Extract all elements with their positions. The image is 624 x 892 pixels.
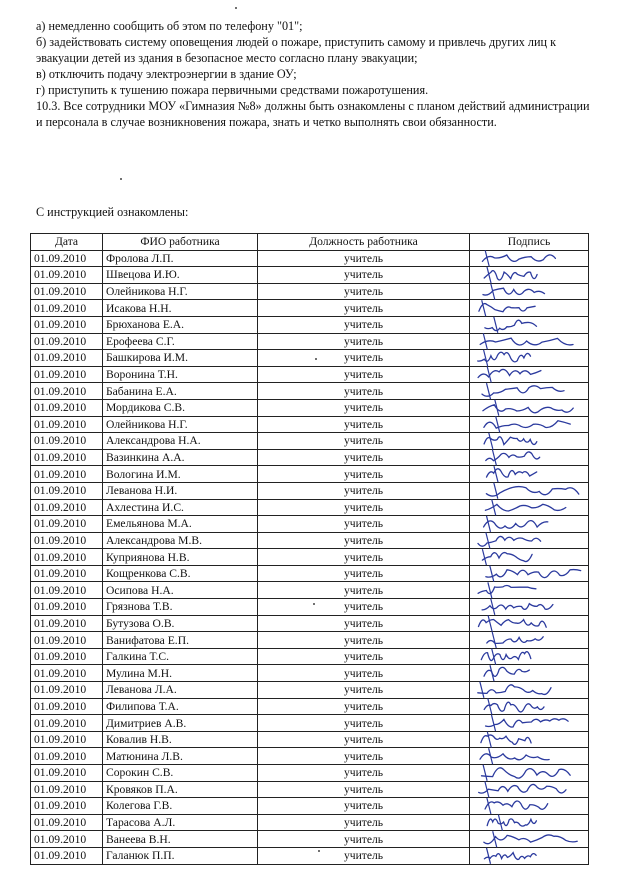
cell-signature: [470, 682, 589, 699]
cell-name: Тарасова А.Л.: [103, 814, 258, 831]
cell-signature: [470, 466, 589, 483]
cell-position: учитель: [258, 698, 470, 715]
cell-signature: [470, 632, 589, 649]
cell-position: учитель: [258, 765, 470, 782]
table-row: [31, 847, 589, 864]
acknowledgment-title: С инструкцией ознакомлены:: [36, 205, 189, 219]
table-row: [31, 333, 589, 350]
table-row: [31, 632, 589, 649]
cell-date: 01.09.2010: [31, 765, 103, 782]
cell-signature: [470, 599, 589, 616]
cell-position: учитель: [258, 366, 470, 383]
cell-signature: [470, 416, 589, 433]
instruction-item-a: а) немедленно сообщить об этом по телефону "01";: [36, 19, 303, 33]
cell-position: учитель: [258, 814, 470, 831]
cell-date: 01.09.2010: [31, 565, 103, 582]
cell-date: 01.09.2010: [31, 300, 103, 317]
cell-position: учитель: [258, 416, 470, 433]
cell-position: учитель: [258, 847, 470, 864]
cell-date: 01.09.2010: [31, 399, 103, 416]
cell-name: Галкина Т.С.: [103, 648, 258, 665]
cell-name: Грязнова Т.В.: [103, 599, 258, 616]
cell-date: 01.09.2010: [31, 316, 103, 333]
cell-position: учитель: [258, 648, 470, 665]
cell-position: учитель: [258, 682, 470, 699]
cell-date: 01.09.2010: [31, 847, 103, 864]
cell-signature: [470, 250, 589, 267]
cell-date: 01.09.2010: [31, 532, 103, 549]
cell-position: учитель: [258, 466, 470, 483]
cell-position: учитель: [258, 798, 470, 815]
cell-signature: [470, 814, 589, 831]
cell-signature: [470, 300, 589, 317]
cell-position: учитель: [258, 250, 470, 267]
cell-date: 01.09.2010: [31, 366, 103, 383]
cell-date: 01.09.2010: [31, 698, 103, 715]
cell-name: Ванеева В.Н.: [103, 831, 258, 848]
cell-date: 01.09.2010: [31, 516, 103, 533]
table-row: [31, 831, 589, 848]
cell-position: учитель: [258, 433, 470, 450]
cell-date: 01.09.2010: [31, 665, 103, 682]
cell-position: учитель: [258, 715, 470, 732]
cell-signature: [470, 449, 589, 466]
cell-date: 01.09.2010: [31, 433, 103, 450]
cell-date: 01.09.2010: [31, 383, 103, 400]
cell-date: 01.09.2010: [31, 831, 103, 848]
cell-signature: [470, 316, 589, 333]
cell-name: Бутузова О.В.: [103, 615, 258, 632]
cell-position: учитель: [258, 449, 470, 466]
table-row: [31, 300, 589, 317]
cell-position: учитель: [258, 549, 470, 566]
cell-date: 01.09.2010: [31, 748, 103, 765]
cell-position: учитель: [258, 267, 470, 284]
table-row: [31, 499, 589, 516]
cell-signature: [470, 765, 589, 782]
table-header-row: [31, 234, 589, 251]
cell-signature: [470, 549, 589, 566]
cell-signature: [470, 565, 589, 582]
table-row: [31, 316, 589, 333]
instruction-item-c: в) отключить подачу электроэнергии в здание ОУ;: [36, 67, 297, 81]
cell-date: 01.09.2010: [31, 499, 103, 516]
cell-name: Швецова И.Ю.: [103, 267, 258, 284]
cell-signature: [470, 798, 589, 815]
cell-signature: [470, 283, 589, 300]
cell-position: учитель: [258, 532, 470, 549]
cell-date: 01.09.2010: [31, 798, 103, 815]
cell-signature: [470, 267, 589, 284]
cell-signature: [470, 333, 589, 350]
instruction-item-b: б) задействовать систему оповещения людей о пожаре, приступить самому и привлечь других лиц к эвакуации детей из здания в безопасное место согласно плану эвакуации;: [36, 35, 557, 65]
cell-date: 01.09.2010: [31, 482, 103, 499]
cell-date: 01.09.2010: [31, 582, 103, 599]
table-row: [31, 366, 589, 383]
cell-signature: [470, 847, 589, 864]
cell-date: 01.09.2010: [31, 814, 103, 831]
table-row: [31, 748, 589, 765]
cell-name: Куприянова Н.В.: [103, 549, 258, 566]
table-row: [31, 814, 589, 831]
cell-signature: [470, 499, 589, 516]
cell-signature: [470, 731, 589, 748]
cell-date: 01.09.2010: [31, 615, 103, 632]
cell-name: Башкирова И.М.: [103, 350, 258, 367]
cell-position: учитель: [258, 731, 470, 748]
cell-name: Ахлестина И.С.: [103, 499, 258, 516]
cell-name: Ванифатова Е.П.: [103, 632, 258, 649]
cell-position: учитель: [258, 748, 470, 765]
table-row: [31, 798, 589, 815]
cell-position: учитель: [258, 300, 470, 317]
cell-date: 01.09.2010: [31, 648, 103, 665]
header-signature: Подпись: [470, 234, 589, 251]
table-row: [31, 781, 589, 798]
table-row: [31, 350, 589, 367]
table-row: [31, 698, 589, 715]
cell-date: 01.09.2010: [31, 333, 103, 350]
cell-name: Вологина И.М.: [103, 466, 258, 483]
instruction-item-10-3: 10.3. Все сотрудники МОУ «Гимназия №8» должны быть ознакомлены с планом действий администрации и персонала в случае возникновения пожара, знать и четко выполнять свои обязанности.: [36, 99, 590, 129]
cell-name: Олейникова Н.Г.: [103, 283, 258, 300]
cell-date: 01.09.2010: [31, 250, 103, 267]
cell-signature: [470, 582, 589, 599]
cell-position: учитель: [258, 399, 470, 416]
cell-date: 01.09.2010: [31, 283, 103, 300]
table-row: [31, 731, 589, 748]
header-date: Дата: [31, 234, 103, 251]
cell-name: Мордикова С.В.: [103, 399, 258, 416]
cell-name: Воронина Т.Н.: [103, 366, 258, 383]
cell-date: 01.09.2010: [31, 350, 103, 367]
cell-signature: [470, 482, 589, 499]
cell-date: 01.09.2010: [31, 416, 103, 433]
table-row: [31, 582, 589, 599]
cell-position: учитель: [258, 482, 470, 499]
cell-position: учитель: [258, 516, 470, 533]
cell-name: Мулина М.Н.: [103, 665, 258, 682]
cell-date: 01.09.2010: [31, 731, 103, 748]
cell-name: Димитриев А.В.: [103, 715, 258, 732]
table-row: [31, 399, 589, 416]
cell-name: Леванова Н.И.: [103, 482, 258, 499]
cell-name: Александрова Н.А.: [103, 433, 258, 450]
cell-name: Кощренкова С.В.: [103, 565, 258, 582]
table-row: [31, 615, 589, 632]
header-position: Должность работника: [258, 234, 470, 251]
cell-position: учитель: [258, 499, 470, 516]
cell-name: Сорокин С.В.: [103, 765, 258, 782]
cell-position: учитель: [258, 383, 470, 400]
scan-speck: [235, 7, 237, 9]
cell-date: 01.09.2010: [31, 267, 103, 284]
cell-name: Галанюк П.П.: [103, 847, 258, 864]
cell-position: учитель: [258, 615, 470, 632]
cell-signature: [470, 366, 589, 383]
cell-position: учитель: [258, 565, 470, 582]
table-row: [31, 466, 589, 483]
instruction-text: [36, 18, 596, 130]
scan-speck: [318, 850, 320, 852]
cell-position: учитель: [258, 632, 470, 649]
cell-date: 01.09.2010: [31, 632, 103, 649]
instruction-item-d: г) приступить к тушению пожара первичными средствами пожаротушения.: [36, 83, 429, 97]
cell-signature: [470, 350, 589, 367]
cell-date: 01.09.2010: [31, 599, 103, 616]
scan-speck: [120, 178, 122, 180]
table-row: [31, 532, 589, 549]
cell-signature: [470, 433, 589, 450]
cell-position: учитель: [258, 831, 470, 848]
cell-name: Осипова Н.А.: [103, 582, 258, 599]
cell-signature: [470, 715, 589, 732]
cell-signature: [470, 781, 589, 798]
cell-name: Матюнина Л.В.: [103, 748, 258, 765]
cell-name: Олейникова Н.Г.: [103, 416, 258, 433]
table-body: [31, 250, 589, 864]
table-row: [31, 516, 589, 533]
table-row: [31, 416, 589, 433]
cell-name: Филипова Т.А.: [103, 698, 258, 715]
cell-date: 01.09.2010: [31, 682, 103, 699]
cell-position: учитель: [258, 582, 470, 599]
table-row: [31, 565, 589, 582]
cell-signature: [470, 665, 589, 682]
cell-name: Колегова Г.В.: [103, 798, 258, 815]
cell-name: Кровяков П.А.: [103, 781, 258, 798]
cell-date: 01.09.2010: [31, 549, 103, 566]
table-row: [31, 267, 589, 284]
cell-signature: [470, 698, 589, 715]
cell-name: Бабанина Е.А.: [103, 383, 258, 400]
table-row: [31, 599, 589, 616]
cell-name: Вазинкина А.А.: [103, 449, 258, 466]
table-row: [31, 283, 589, 300]
table-row: [31, 449, 589, 466]
cell-signature: [470, 516, 589, 533]
cell-signature: [470, 615, 589, 632]
table-row: [31, 765, 589, 782]
cell-date: 01.09.2010: [31, 449, 103, 466]
table-row: [31, 682, 589, 699]
table-row: [31, 715, 589, 732]
cell-position: учитель: [258, 350, 470, 367]
cell-signature: [470, 648, 589, 665]
cell-name: Леванова Л.А.: [103, 682, 258, 699]
cell-position: учитель: [258, 283, 470, 300]
table-row: [31, 665, 589, 682]
cell-name: Фролова Л.П.: [103, 250, 258, 267]
cell-name: Александрова М.В.: [103, 532, 258, 549]
cell-signature: [470, 532, 589, 549]
cell-position: учитель: [258, 316, 470, 333]
cell-date: 01.09.2010: [31, 715, 103, 732]
cell-position: учитель: [258, 665, 470, 682]
table-row: [31, 250, 589, 267]
scan-speck: [313, 603, 315, 605]
cell-signature: [470, 399, 589, 416]
cell-signature: [470, 748, 589, 765]
cell-signature: [470, 831, 589, 848]
cell-name: Ковалив Н.В.: [103, 731, 258, 748]
cell-position: учитель: [258, 333, 470, 350]
table-row: [31, 549, 589, 566]
cell-position: учитель: [258, 781, 470, 798]
cell-name: Брюханова Е.А.: [103, 316, 258, 333]
cell-name: Исакова Н.Н.: [103, 300, 258, 317]
acknowledgment-table: [30, 233, 589, 865]
cell-name: Ерофеева С.Г.: [103, 333, 258, 350]
table-row: [31, 433, 589, 450]
header-name: ФИО работника: [103, 234, 258, 251]
cell-date: 01.09.2010: [31, 466, 103, 483]
table-row: [31, 648, 589, 665]
table-row: [31, 383, 589, 400]
table-row: [31, 482, 589, 499]
cell-name: Емельянова М.А.: [103, 516, 258, 533]
cell-date: 01.09.2010: [31, 781, 103, 798]
cell-position: учитель: [258, 599, 470, 616]
cell-signature: [470, 383, 589, 400]
scan-speck: [315, 358, 317, 360]
